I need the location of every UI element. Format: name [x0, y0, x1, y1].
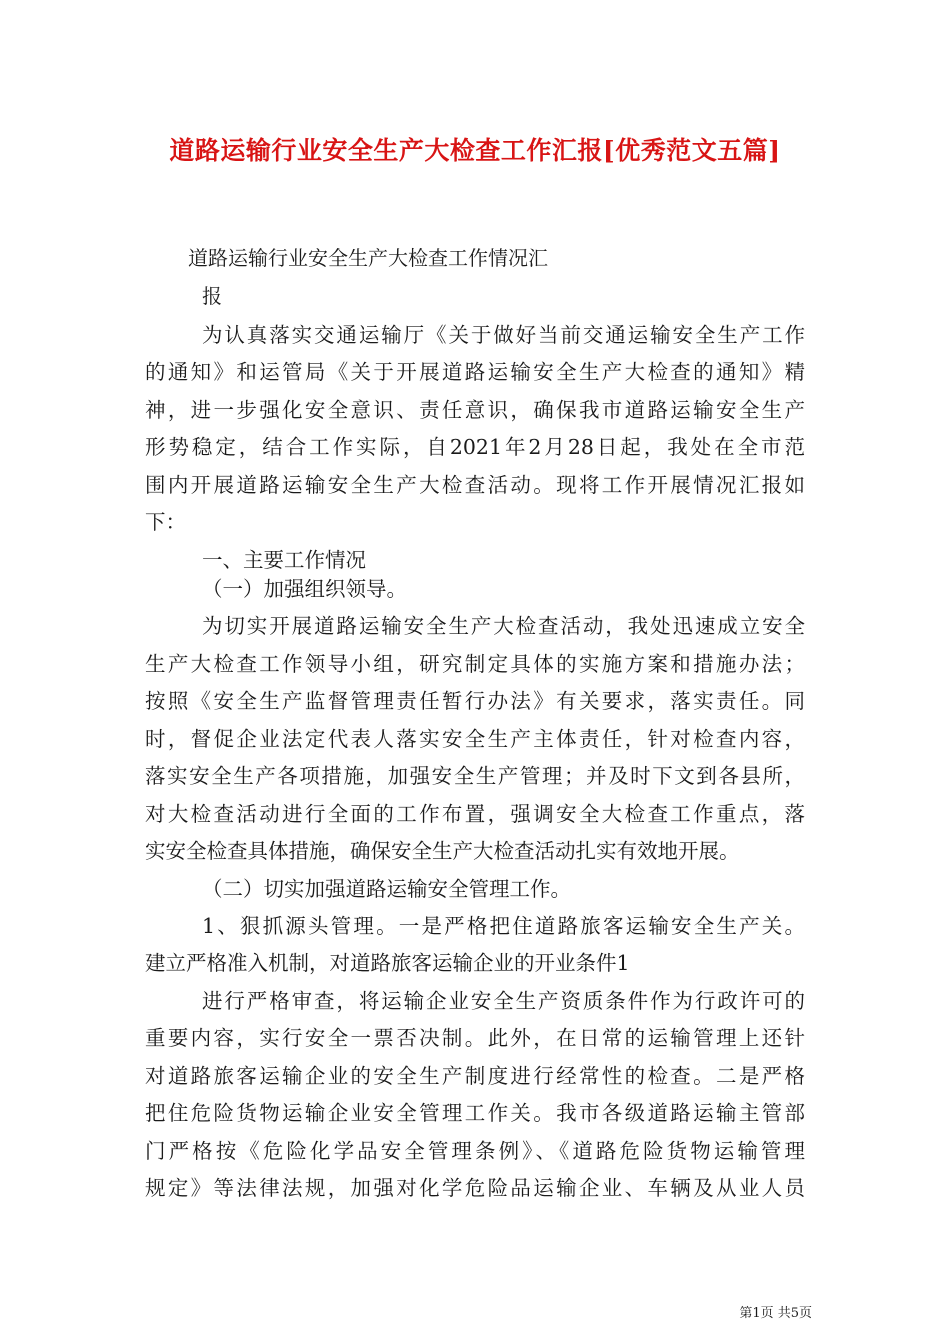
paragraph-2-line: 落实安全生产各项措施，加强安全生产管理；并及时下文到各县所，: [145, 764, 805, 788]
paragraph-2-line: 实安全检查具体措施，确保安全生产大检查活动扎实有效地开展。: [145, 839, 740, 863]
paragraph-1-line: 神，进一步强化安全意识、责任意识，确保我市道路运输安全生产: [145, 398, 805, 422]
section-heading-2: （一）加强组织领导。: [202, 577, 407, 601]
paragraph-2-line: 生产大检查工作领导小组，研究制定具体的实施方案和措施办法；: [145, 652, 805, 676]
paragraph-3-line: 1、狠抓源头管理。一是严格把住道路旅客运输安全生产关。: [202, 914, 805, 938]
subtitle-line-1: 道路运输行业安全生产大检查工作情况汇: [188, 246, 548, 270]
subtitle-line-2: 报: [202, 284, 222, 308]
paragraph-1-line: 围内开展道路运输安全生产大检查活动。现将工作开展情况汇报如: [145, 473, 805, 497]
paragraph-2-line: 对大检查活动进行全面的工作布置，强调安全大检查工作重点，落: [145, 802, 805, 826]
paragraph-2-line: 按照《安全生产监督管理责任暂行办法》有关要求，落实责任。同: [145, 689, 805, 713]
paragraph-1-line: 形势稳定，结合工作实际，自2021年2月28日起，我处在全市范: [145, 435, 805, 459]
paragraph-1-line: 为认真落实交通运输厅《关于做好当前交通运输安全生产工作: [202, 323, 805, 347]
paragraph-4-line: 把住危险货物运输企业安全管理工作关。我市各级道路运输主管部: [145, 1101, 805, 1125]
paragraph-4-line: 门严格按《危险化学品安全管理条例》、《道路危险货物运输管理: [145, 1139, 805, 1163]
section-heading-3: （二）切实加强道路运输安全管理工作。: [202, 877, 571, 901]
paragraph-2-line: 为切实开展道路运输安全生产大检查活动，我处迅速成立安全: [202, 614, 805, 638]
paragraph-4-line: 进行严格审查，将运输企业安全生产资质条件作为行政许可的: [202, 989, 805, 1013]
paragraph-1-line: 下：: [145, 510, 186, 534]
section-heading-1: 一、主要工作情况: [202, 548, 366, 572]
paragraph-2-line: 时，督促企业法定代表人落实安全生产主体责任，针对检查内容，: [145, 727, 805, 751]
paragraph-4-line: 对道路旅客运输企业的安全生产制度进行经常性的检查。二是严格: [145, 1064, 805, 1088]
page-footer: 第1页 共5页: [739, 1306, 812, 1321]
paragraph-1-line: 的通知》和运管局《关于开展道路运输安全生产大检查的通知》精: [145, 360, 805, 384]
paragraph-4-line: 重要内容，实行安全一票否决制。此外，在日常的运输管理上还针: [145, 1026, 805, 1050]
paragraph-3-line: 建立严格准入机制，对道路旅客运输企业的开业条件1: [145, 951, 630, 975]
document-title: 道路运输行业安全生产大检查工作汇报[优秀范文五篇]: [169, 136, 781, 165]
paragraph-4-line: 规定》等法律法规，加强对化学危险品运输企业、车辆及从业人员: [145, 1176, 805, 1200]
